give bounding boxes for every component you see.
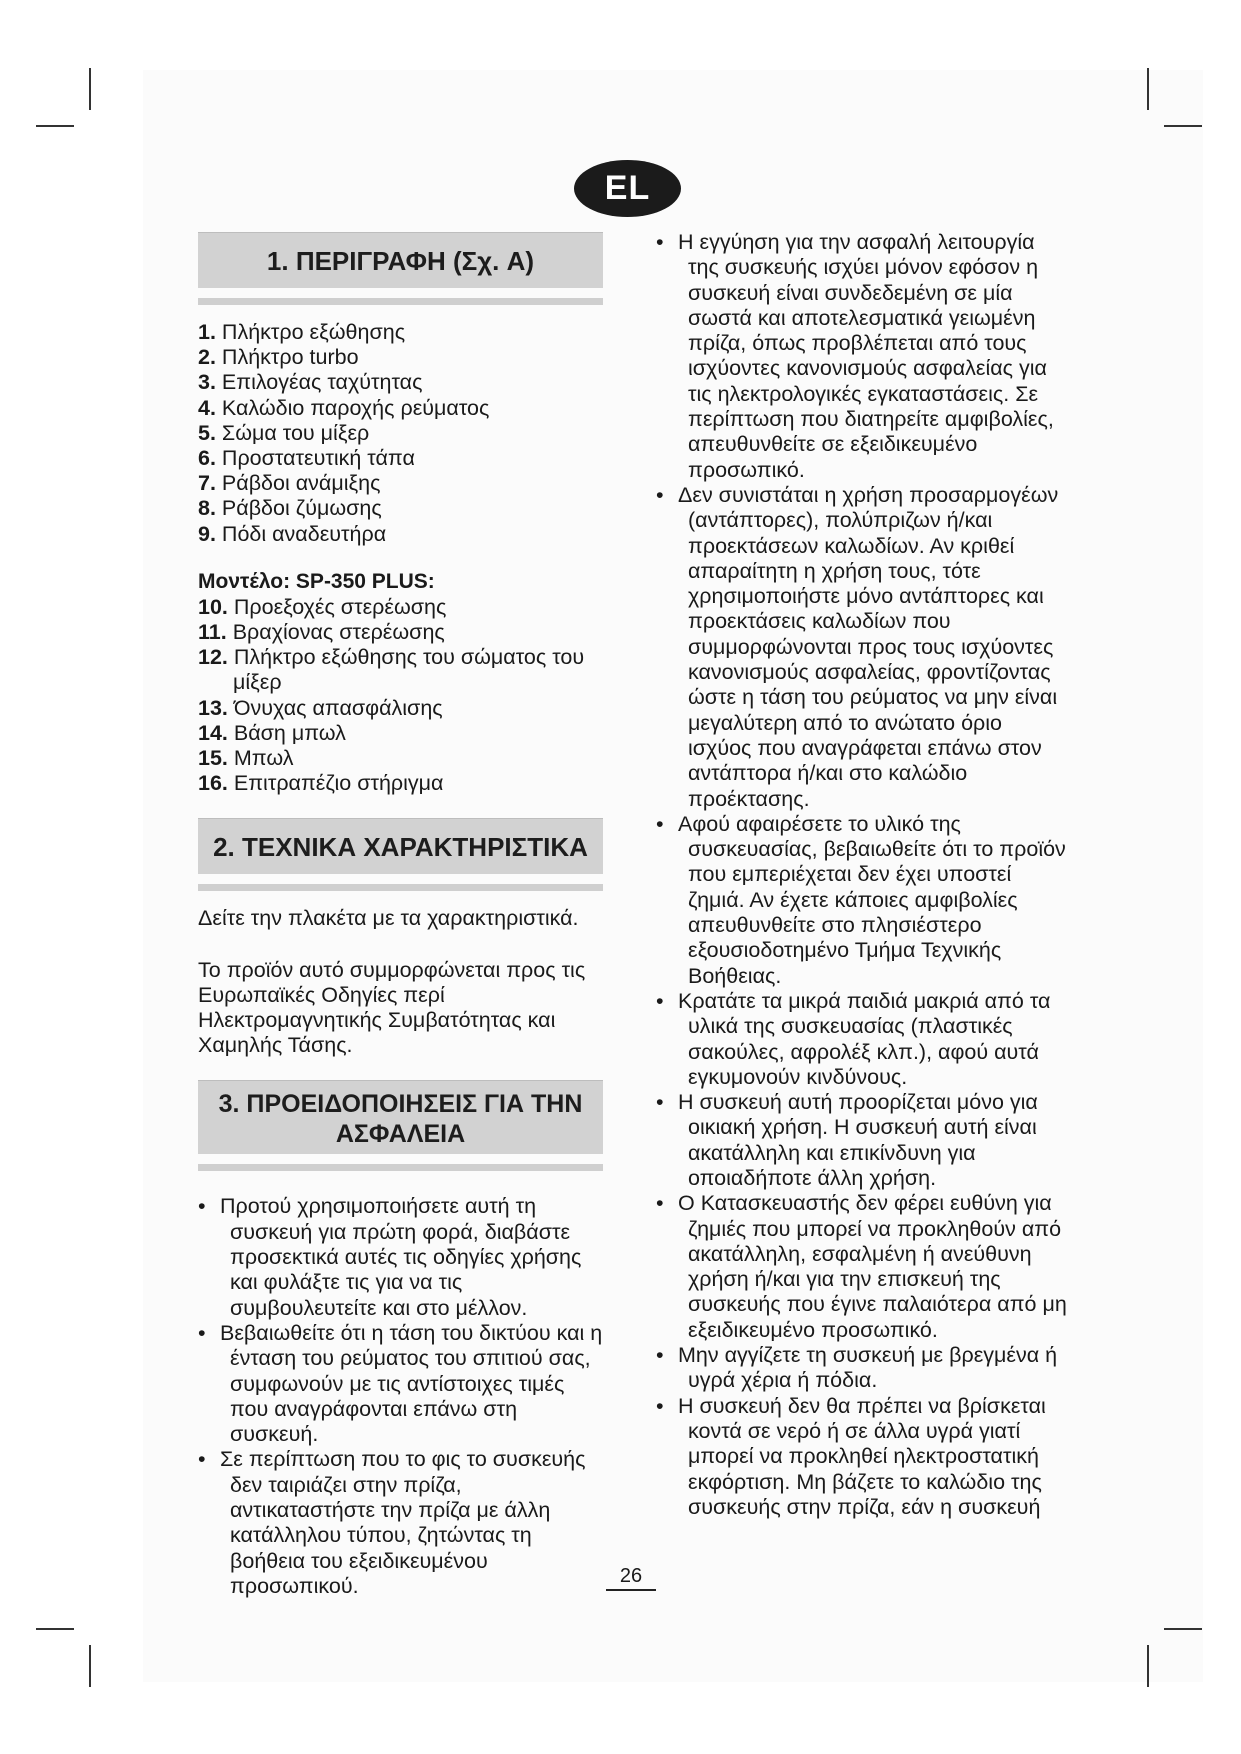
item-number: 6. — [198, 446, 216, 471]
warning-item — [198, 1194, 603, 1320]
left-column — [198, 232, 603, 1599]
item-number: 4. — [198, 395, 216, 420]
list-item — [198, 721, 603, 746]
crop-mark-top-left-horizontal — [36, 125, 74, 127]
warning-item — [656, 1343, 1071, 1394]
bullet-icon: • — [656, 1343, 664, 1368]
language-badge: EL — [574, 160, 681, 217]
warning-text: Μην αγγίζετε τη συσκευή με βρεγμένα ή υγρά χέρια ή πόδια. — [678, 1343, 1058, 1393]
item-label: Προεξοχές στερέωσης — [233, 594, 447, 619]
section-2-heading: 2. ΤΕΧΝΙΚΑ ΧΑΡΑΚΤΗΡΙΣΤΙΚΑ — [198, 818, 603, 874]
item-number: 1. — [198, 320, 216, 344]
item-label: Πλήκτρο εξώθησης του σώματος του μίξερ — [233, 645, 585, 695]
item-label: Επιλογέας ταχύτητας — [221, 370, 423, 395]
item-label: Ράβδοι ανάμιξης — [221, 471, 381, 496]
item-label: Σώμα του μίξερ — [221, 420, 370, 445]
list-item — [198, 446, 603, 471]
bullet-icon: • — [656, 811, 664, 836]
model-title: Μοντέλο: SP-350 PLUS: — [198, 569, 435, 593]
crop-mark-bottom-right-horizontal — [1164, 1628, 1202, 1630]
warning-text: Η εγγύηση για την ασφαλή λειτουργία της συσκευής ισχύει μόνον εφόσον η συσκευή είναι συνδεδεμένη σε μία σωστά και αποτελεσματικά γειωμένη πρίζα, όπως προβλέπεται από τους ισχύοντες κανονισμούς ασφαλείας για τις ηλεκτρολογικές εγκαταστάσεις. Σε περίπτωση που διατηρείτε αμφιβολίες, απευθυνθείτε σε εξειδικευμένο προσωπικό. — [678, 230, 1054, 482]
item-number: 14. — [198, 720, 228, 745]
right-column — [656, 230, 1071, 1520]
item-number: 8. — [198, 496, 216, 521]
model-parts-list — [198, 595, 603, 797]
warning-item — [656, 483, 1071, 812]
item-number: 10. — [198, 594, 228, 619]
list-item — [198, 595, 603, 620]
warning-item — [656, 812, 1071, 989]
item-number: 3. — [198, 370, 216, 395]
warning-text: Βεβαιωθείτε ότι η τάση του δικτύου και η ένταση του ρεύματος του σπιτιού σας, συμφωνούν με τις αντίστοιχες τιμές που αναγράφονται επάνω στη συσκευή. — [220, 1320, 603, 1447]
bullet-icon: • — [656, 482, 664, 507]
warning-text: Αφού αφαιρέσετε το υλικό της συσκευασίας, βεβαιωθείτε ότι το προϊόν που εμπεριέχεται δεν έχει υποστεί ζημιά. Αν έχετε κάποιες αμφιβολίες απευθυνθείτε στο πλησιέστερο εξουσιοδοτημένο Τμήμα Τεχνικής Βοήθειας. — [678, 811, 1066, 988]
warning-text: Κρατάτε τα μικρά παιδιά μακριά από τα υλικά της συσκευασίας (πλαστικές σακούλες, αφρολέξ κλπ.), αφού αυτά εγκυμονούν κινδύνους. — [678, 988, 1051, 1089]
item-number: 15. — [198, 746, 228, 771]
warning-text: Ο Κατασκευαστής δεν φέρει ευθύνη για ζημιές που μπορεί να προκληθούν από ακατάλληλη, εσφαλμένη ή ανεύθυνη χρήση ή/και για την επισκευή της συσκευής που έγινε παλαιότερα από μη εξειδικευμένο προσωπικό. — [678, 1191, 1067, 1342]
list-item — [198, 345, 603, 370]
item-number: 9. — [198, 521, 216, 546]
item-number: 12. — [198, 645, 228, 670]
item-number: 13. — [198, 695, 228, 720]
crop-mark-top-left-vertical — [89, 68, 91, 110]
section-1-heading: 1. ΠΕΡΙΓΡΑΦΗ (Σχ. A) — [198, 232, 603, 288]
warning-item — [656, 989, 1071, 1090]
list-item — [198, 645, 603, 695]
item-label: Προστατευτική τάπα — [221, 446, 415, 471]
item-label: Βραχίονας στερέωσης — [232, 620, 445, 645]
list-item — [198, 396, 603, 421]
list-item — [198, 771, 603, 796]
section-3-heading — [198, 1080, 603, 1154]
warning-item — [656, 1191, 1071, 1343]
item-label: Πλήκτρο εξώθησης — [221, 320, 406, 344]
compliance-statement: Το προϊόν αυτό συμμορφώνεται προς τις Ευρωπαϊκές Οδηγίες περί Ηλεκτρομαγνητικής Συμβατότητας και Χαμηλής Τάσης. — [198, 957, 586, 1058]
item-label: Καλώδιο παροχής ρεύματος — [221, 395, 490, 420]
section-3-heading-line-1: 3. ΠΡΟΕΙΔΟΠΟΙΗΣΕΙΣ ΓΙΑ ΤΗΝ — [218, 1090, 583, 1119]
bullet-icon: • — [198, 1320, 206, 1345]
crop-mark-top-right-horizontal — [1164, 125, 1202, 127]
list-item — [198, 746, 603, 771]
warning-text: Η συσκευή αυτή προορίζεται μόνο για οικιακή χρήση. Η συσκευή αυτή είναι ακατάλληλη και επικίνδυνη για οποιαδήποτε άλλη χρήση. — [678, 1090, 1038, 1190]
item-number: 2. — [198, 345, 216, 370]
list-item — [198, 370, 603, 395]
item-number: 16. — [198, 771, 228, 796]
warning-text: Δεν συνιστάται η χρήση προσαρμογέων (αντάπτορες), πολύπριζων ή/και προεκτάσεων καλωδίων. Αν κριθεί απαραίτητη η χρήση τους, τότε χρησιμοποιήστε μόνο αντάπτορες και προεκτάσεις καλωδίων που συμμορφώνονται προς τους ισχύοντες κανονισμούς ασφαλείας, φροντίζοντας ώστε η τάση του ρεύματος να μην είναι μεγαλύτερη από το ανώτατο όριο ισχύος που αναγράφεται επάνω στον αντάπτορα ή/και στο καλώδιο προέκτασης. — [678, 482, 1059, 811]
section-3-heading-line-2: ΑΣΦΑΛΕΙΑ — [335, 1120, 466, 1149]
list-item — [198, 320, 603, 345]
item-number: 11. — [198, 620, 227, 645]
warning-text: Η συσκευή δεν θα πρέπει να βρίσκεται κοντά σε νερό ή σε άλλα υγρά γιατί μπορεί να προκληθεί ηλεκτροστατική εκφόρτιση. Μη βάζετε το καλώδιο της συσκευής στην πρίζα, εάν η συσκευή — [678, 1393, 1046, 1519]
list-item — [198, 471, 603, 496]
item-number: 7. — [198, 471, 216, 496]
bullet-icon: • — [656, 1393, 664, 1418]
crop-mark-bottom-left-vertical — [89, 1645, 91, 1687]
item-label: Πόδι αναδευτήρα — [221, 521, 387, 546]
warning-item — [198, 1447, 603, 1599]
list-item — [198, 522, 603, 547]
safety-warnings-list-right — [656, 230, 1071, 1520]
list-item — [198, 696, 603, 721]
item-label: Όνυχας απασφάλισης — [233, 695, 443, 720]
list-item — [198, 496, 603, 521]
safety-warnings-list-left — [198, 1194, 603, 1599]
item-label: Μπωλ — [233, 746, 294, 771]
warning-text: Σε περίπτωση που το φις το συσκευής δεν ταιριάζει στην πρίζα, αντικαταστήστε την πρίζα με άλλη κατάλληλου τύπου, ζητώντας τη βοήθεια του εξειδικευμένου προσωπικού. — [220, 1447, 586, 1598]
page-number: 26 — [606, 1563, 656, 1591]
bullet-icon: • — [198, 1194, 206, 1219]
parts-list — [198, 320, 603, 547]
crop-mark-bottom-left-horizontal — [36, 1628, 74, 1630]
rating-plate-note: Δείτε την πλακέτα με τα χαρακτηριστικά. — [198, 906, 579, 931]
item-label: Επιτραπέζιο στήριγμα — [233, 771, 444, 796]
bullet-icon: • — [656, 1090, 664, 1115]
item-label: Βάση μπωλ — [233, 720, 346, 745]
warning-item — [656, 1090, 1071, 1191]
list-item — [198, 421, 603, 446]
list-item — [198, 620, 603, 645]
warning-item — [656, 230, 1071, 483]
warning-item — [656, 1394, 1071, 1520]
bullet-icon: • — [656, 988, 664, 1013]
warning-item — [198, 1321, 603, 1447]
bullet-icon: • — [198, 1447, 206, 1472]
bullet-icon: • — [656, 1191, 664, 1216]
item-label: Πλήκτρο turbo — [221, 345, 359, 370]
crop-mark-bottom-right-vertical — [1147, 1645, 1149, 1687]
bullet-icon: • — [656, 230, 664, 254]
warning-text: Προτού χρησιμοποιήσετε αυτή τη συσκευή για πρώτη φορά, διαβάστε προσεκτικά αυτές τις οδηγίες χρήσης και φυλάξτε τις για να τις συμβουλευτείτε και στο μέλλον. — [220, 1194, 582, 1320]
item-number: 5. — [198, 420, 216, 445]
item-label: Ράβδοι ζύμωσης — [221, 496, 382, 521]
crop-mark-top-right-vertical — [1147, 68, 1149, 110]
